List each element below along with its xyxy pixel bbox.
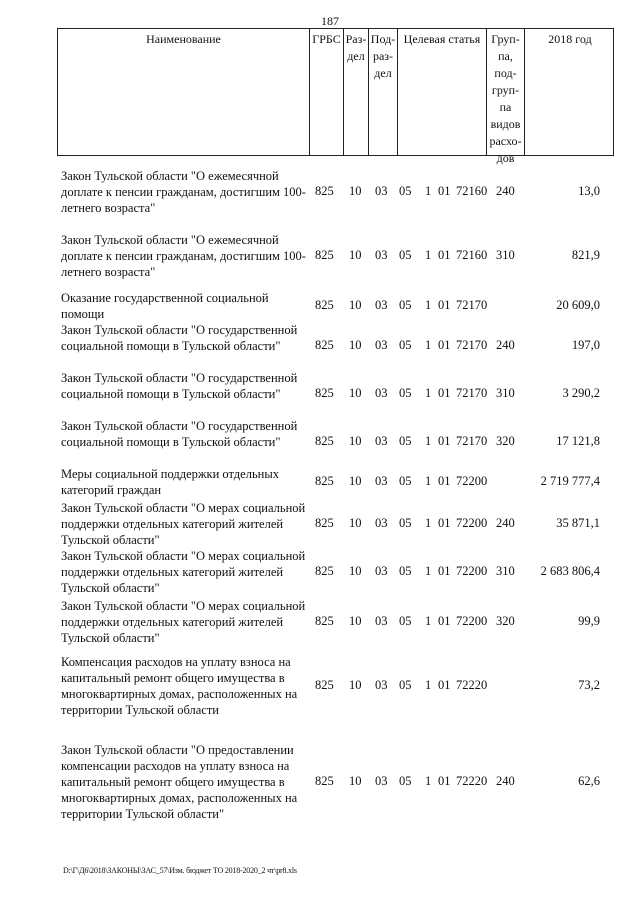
vid-rashodov-cell: 310 [496, 564, 515, 578]
vid-rashodov-cell: 320 [496, 434, 515, 448]
amount-cell: 99,9 [578, 614, 600, 628]
tsel-part3-cell: 01 [438, 614, 451, 628]
podrazdel-cell: 03 [375, 474, 388, 488]
podrazdel-cell: 03 [375, 248, 388, 262]
page-number: 187 [321, 14, 339, 28]
grbs-cell: 825 [315, 434, 334, 448]
grbs-cell: 825 [315, 564, 334, 578]
tsel-part1-cell: 05 [399, 434, 412, 448]
header-razdel: Раз- дел [344, 29, 369, 155]
tsel-part2-cell: 1 [425, 248, 432, 262]
tsel-part1-cell: 05 [399, 564, 412, 578]
row-name: Закон Тульской области "О мерах социальной поддержки отдельных категорий жителей Тульской области" [61, 599, 306, 645]
tsel-part1-cell: 05 [399, 678, 412, 692]
tsel-part1-cell: 05 [399, 248, 412, 262]
tsel-part2-cell: 1 [425, 774, 432, 788]
row-name: Оказание государственной социальной помощи [61, 291, 269, 321]
grbs-cell: 825 [315, 774, 334, 788]
amount-cell: 20 609,0 [556, 298, 600, 312]
razdel-cell: 10 [349, 184, 362, 198]
amount-cell: 821,9 [571, 248, 600, 262]
tsel-part4-cell: 72200 [456, 474, 488, 488]
grbs-cell: 825 [315, 614, 334, 628]
grbs-cell: 825 [315, 248, 334, 262]
podrazdel-cell: 03 [375, 516, 388, 530]
tsel-part4-cell: 72170 [456, 338, 488, 352]
tsel-part2-cell: 1 [425, 614, 432, 628]
tsel-part2-cell: 1 [425, 564, 432, 578]
header-gruppa-vidov: Груп- па, под- груп- па видов расхо- дов [487, 29, 525, 155]
podrazdel-cell: 03 [375, 614, 388, 628]
vid-rashodov-cell: 240 [496, 774, 515, 788]
razdel-cell: 10 [349, 516, 362, 530]
vid-rashodov-cell: 320 [496, 614, 515, 628]
tsel-part4-cell: 72200 [456, 516, 488, 530]
podrazdel-cell: 03 [375, 386, 388, 400]
vid-rashodov-cell: 310 [496, 386, 515, 400]
tsel-part3-cell: 01 [438, 248, 451, 262]
amount-cell: 35 871,1 [556, 516, 600, 530]
tsel-part4-cell: 72170 [456, 434, 488, 448]
tsel-part3-cell: 01 [438, 564, 451, 578]
header-grbs: ГРБС [310, 29, 344, 155]
tsel-part1-cell: 05 [399, 298, 412, 312]
amount-cell: 2 683 806,4 [540, 564, 600, 578]
tsel-part4-cell: 72200 [456, 614, 488, 628]
tsel-part1-cell: 05 [399, 614, 412, 628]
tsel-part3-cell: 01 [438, 386, 451, 400]
row-name: Закон Тульской области "О предоставлении компенсации расходов на уплату взноса на капитальный ремонт общего имущества в многоквартирных домах, расположенных на территории Тульской области" [61, 743, 298, 821]
amount-cell: 62,6 [578, 774, 600, 788]
amount-cell: 3 290,2 [562, 386, 600, 400]
grbs-cell: 825 [315, 516, 334, 530]
header-podrazdel: Под- раз- дел [369, 29, 398, 155]
vid-rashodov-cell: 240 [496, 516, 515, 530]
tsel-part3-cell: 01 [438, 516, 451, 530]
tsel-part2-cell: 1 [425, 434, 432, 448]
podrazdel-cell: 03 [375, 184, 388, 198]
tsel-part1-cell: 05 [399, 774, 412, 788]
tsel-part1-cell: 05 [399, 516, 412, 530]
tsel-part3-cell: 01 [438, 474, 451, 488]
tsel-part4-cell: 72220 [456, 774, 488, 788]
tsel-part4-cell: 72160 [456, 184, 488, 198]
tsel-part4-cell: 72220 [456, 678, 488, 692]
tsel-part3-cell: 01 [438, 434, 451, 448]
vid-rashodov-cell: 310 [496, 248, 515, 262]
row-name: Закон Тульской области "О государственной социальной помощи в Тульской области" [61, 419, 298, 449]
vid-rashodov-cell: 240 [496, 338, 515, 352]
razdel-cell: 10 [349, 248, 362, 262]
row-name: Закон Тульской области "О ежемесячной доплате к пенсии гражданам, достигшим 100-летнего возраста" [61, 233, 306, 279]
amount-cell: 17 121,8 [556, 434, 600, 448]
tsel-part1-cell: 05 [399, 386, 412, 400]
grbs-cell: 825 [315, 184, 334, 198]
grbs-cell: 825 [315, 298, 334, 312]
tsel-part3-cell: 01 [438, 338, 451, 352]
tsel-part2-cell: 1 [425, 298, 432, 312]
podrazdel-cell: 03 [375, 564, 388, 578]
row-name: Закон Тульской области "О мерах социальной поддержки отдельных категорий жителей Тульской области" [61, 501, 306, 547]
tsel-part3-cell: 01 [438, 678, 451, 692]
amount-cell: 13,0 [578, 184, 600, 198]
amount-cell: 197,0 [571, 338, 600, 352]
grbs-cell: 825 [315, 474, 334, 488]
razdel-cell: 10 [349, 338, 362, 352]
razdel-cell: 10 [349, 774, 362, 788]
tsel-part3-cell: 01 [438, 184, 451, 198]
tsel-part2-cell: 1 [425, 184, 432, 198]
grbs-cell: 825 [315, 678, 334, 692]
podrazdel-cell: 03 [375, 298, 388, 312]
amount-cell: 73,2 [578, 678, 600, 692]
tsel-part3-cell: 01 [438, 774, 451, 788]
razdel-cell: 10 [349, 614, 362, 628]
row-name: Закон Тульской области "О ежемесячной доплате к пенсии гражданам, достигшим 100-летнего возраста" [61, 169, 306, 215]
razdel-cell: 10 [349, 564, 362, 578]
tsel-part4-cell: 72200 [456, 564, 488, 578]
podrazdel-cell: 03 [375, 678, 388, 692]
podrazdel-cell: 03 [375, 434, 388, 448]
row-name: Компенсация расходов на уплату взноса на капитальный ремонт общего имущества в многоквартирных домах, расположенных на территории Тульской области [61, 655, 298, 717]
podrazdel-cell: 03 [375, 774, 388, 788]
tsel-part2-cell: 1 [425, 678, 432, 692]
row-name: Меры социальной поддержки отдельных категорий граждан [61, 467, 279, 497]
tsel-part4-cell: 72160 [456, 248, 488, 262]
tsel-part1-cell: 05 [399, 184, 412, 198]
tsel-part2-cell: 1 [425, 516, 432, 530]
header-year: 2018 год [548, 32, 592, 46]
tsel-part1-cell: 05 [399, 474, 412, 488]
tsel-part2-cell: 1 [425, 386, 432, 400]
row-name: Закон Тульской области "О государственной социальной помощи в Тульской области" [61, 371, 298, 401]
row-name: Закон Тульской области "О государственной социальной помощи в Тульской области" [61, 323, 298, 353]
razdel-cell: 10 [349, 434, 362, 448]
footer-file-path: D:\Г\Д6\2018\ЗАКОНЫ\ЗАС_57\Изм. бюджет ТО 2018-2020_2 чт\pr8.xls [63, 866, 297, 875]
podrazdel-cell: 03 [375, 338, 388, 352]
tsel-part2-cell: 1 [425, 474, 432, 488]
grbs-cell: 825 [315, 338, 334, 352]
table-header [57, 28, 614, 165]
grbs-cell: 825 [315, 386, 334, 400]
row-name: Закон Тульской области "О мерах социальной поддержки отдельных категорий жителей Тульской области" [61, 549, 306, 595]
razdel-cell: 10 [349, 678, 362, 692]
tsel-part4-cell: 72170 [456, 298, 488, 312]
tsel-part2-cell: 1 [425, 338, 432, 352]
tsel-part3-cell: 01 [438, 298, 451, 312]
razdel-cell: 10 [349, 474, 362, 488]
tsel-part1-cell: 05 [399, 338, 412, 352]
razdel-cell: 10 [349, 298, 362, 312]
vid-rashodov-cell: 240 [496, 184, 515, 198]
header-tselevaya-statya: Целевая статья [398, 29, 487, 155]
tsel-part4-cell: 72170 [456, 386, 488, 400]
header-name: Наименование [58, 29, 310, 155]
amount-cell: 2 719 777,4 [540, 474, 600, 488]
razdel-cell: 10 [349, 386, 362, 400]
